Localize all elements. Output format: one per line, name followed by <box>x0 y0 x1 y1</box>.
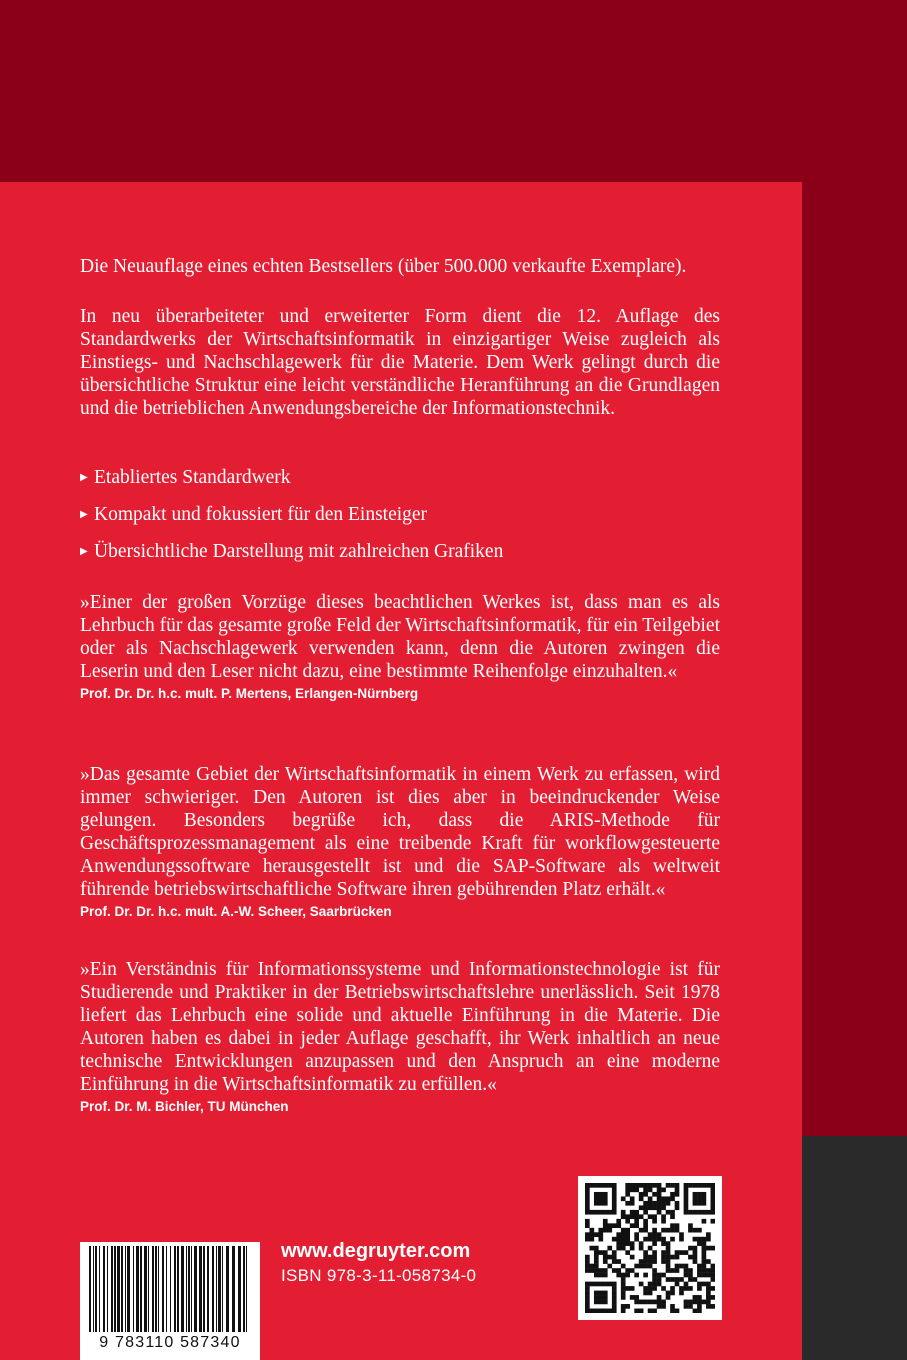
quote-block <box>80 763 720 921</box>
description-text: In neu überarbeiteter und erweiterter Form dient die 12. Auflage des Standardwerks der Wirtschaftsinformatik in einzigartiger Weise zugleich als Einstiegs- und Nachschlagewerk für die Materie. Dem Werk gelingt durch die übersichtliche Struktur eine leicht verständliche Heranführung an die Grundlagen und die betrieblichen Anwendungsbereiche der Informationstechnik. <box>80 306 720 419</box>
quote-text: »Einer der großen Vorzüge dieses beachtlichen Werkes ist, dass man es als Lehrbuch für das gesamte große Feld der Wirtschaftsinformatik, für ein Teilgebiet oder als Nachschlagewerk verwenden kann, denn die Autoren zwingen die Leserin und den Leser nicht dazu, eine bestimmte Reihenfolge einzuhalten.« <box>80 592 720 682</box>
isbn-number: ISBN 978-3-11-058734-0 <box>281 1266 477 1285</box>
triangle-right-icon: ▶ <box>80 509 88 520</box>
feature-item: ▶ Übersichtliche Darstellung mit zahlreichen Grafiken <box>80 541 504 562</box>
isbn-barcode <box>80 1242 260 1360</box>
quote-author: Prof. Dr. Dr. h.c. mult. A.-W. Scheer, Saarbrücken <box>80 904 392 919</box>
quote-author: Prof. Dr. Dr. h.c. mult. P. Mertens, Erlangen-Nürnberg <box>80 686 419 701</box>
intro-text: Die Neuauflage eines echten Bestsellers (über 500.000 verkaufte Exemplare). <box>80 256 687 277</box>
feature-list <box>80 466 720 577</box>
feature-item: ▶ Etabliertes Standardwerk <box>80 467 291 488</box>
right-band <box>802 182 907 1136</box>
quote-block <box>80 958 720 1116</box>
quote-text: »Ein Verständnis für Informationssysteme und Informationstechnologie ist für Studierende und Praktiker in der Betriebswirtschaftslehre unerlässlich. Seit 1978 liefert das Lehrbuch eine solide und aktuelle Einführung in die Materie. Die Autoren haben es dabei in jeder Auflage geschafft, ihr Werk inhaltlich an neue technische Entwicklungen anzupassen und den Anspruch an eine moderne Einführung in die Wirtschaftsinformatik zu erfüllen.« <box>80 959 720 1095</box>
publisher-website: www.degruyter.com <box>281 1240 471 1262</box>
triangle-right-icon: ▶ <box>80 546 88 557</box>
qr-code-pattern <box>585 1183 715 1313</box>
qr-code <box>578 1176 722 1320</box>
triangle-right-icon: ▶ <box>80 472 88 483</box>
corner-block <box>802 1136 907 1360</box>
feature-item: ▶ Kompakt und fokussiert für den Einsteiger <box>80 504 428 525</box>
barcode-digits: 9 783110 587340 <box>99 1334 241 1351</box>
quote-block <box>80 591 720 703</box>
barcode-bars <box>87 1246 253 1332</box>
quote-text: »Das gesamte Gebiet der Wirtschaftsinformatik in einem Werk zu erfassen, wird immer schwieriger. Den Autoren ist dies aber in beeindruckender Weise gelungen. Besonders begrüße ich, dass die ARIS-Methode für Geschäftsprozessmanagement als eine treibende Kraft für workflowgesteuerte Anwendungssoftware herausgestellt ist und die SAP-Software als weltweit führende betriebswirtschaftliche Software ihren gebührenden Platz erhält.« <box>80 764 720 900</box>
top-band <box>0 0 907 182</box>
quote-author: Prof. Dr. M. Bichler, TU München <box>80 1099 289 1114</box>
